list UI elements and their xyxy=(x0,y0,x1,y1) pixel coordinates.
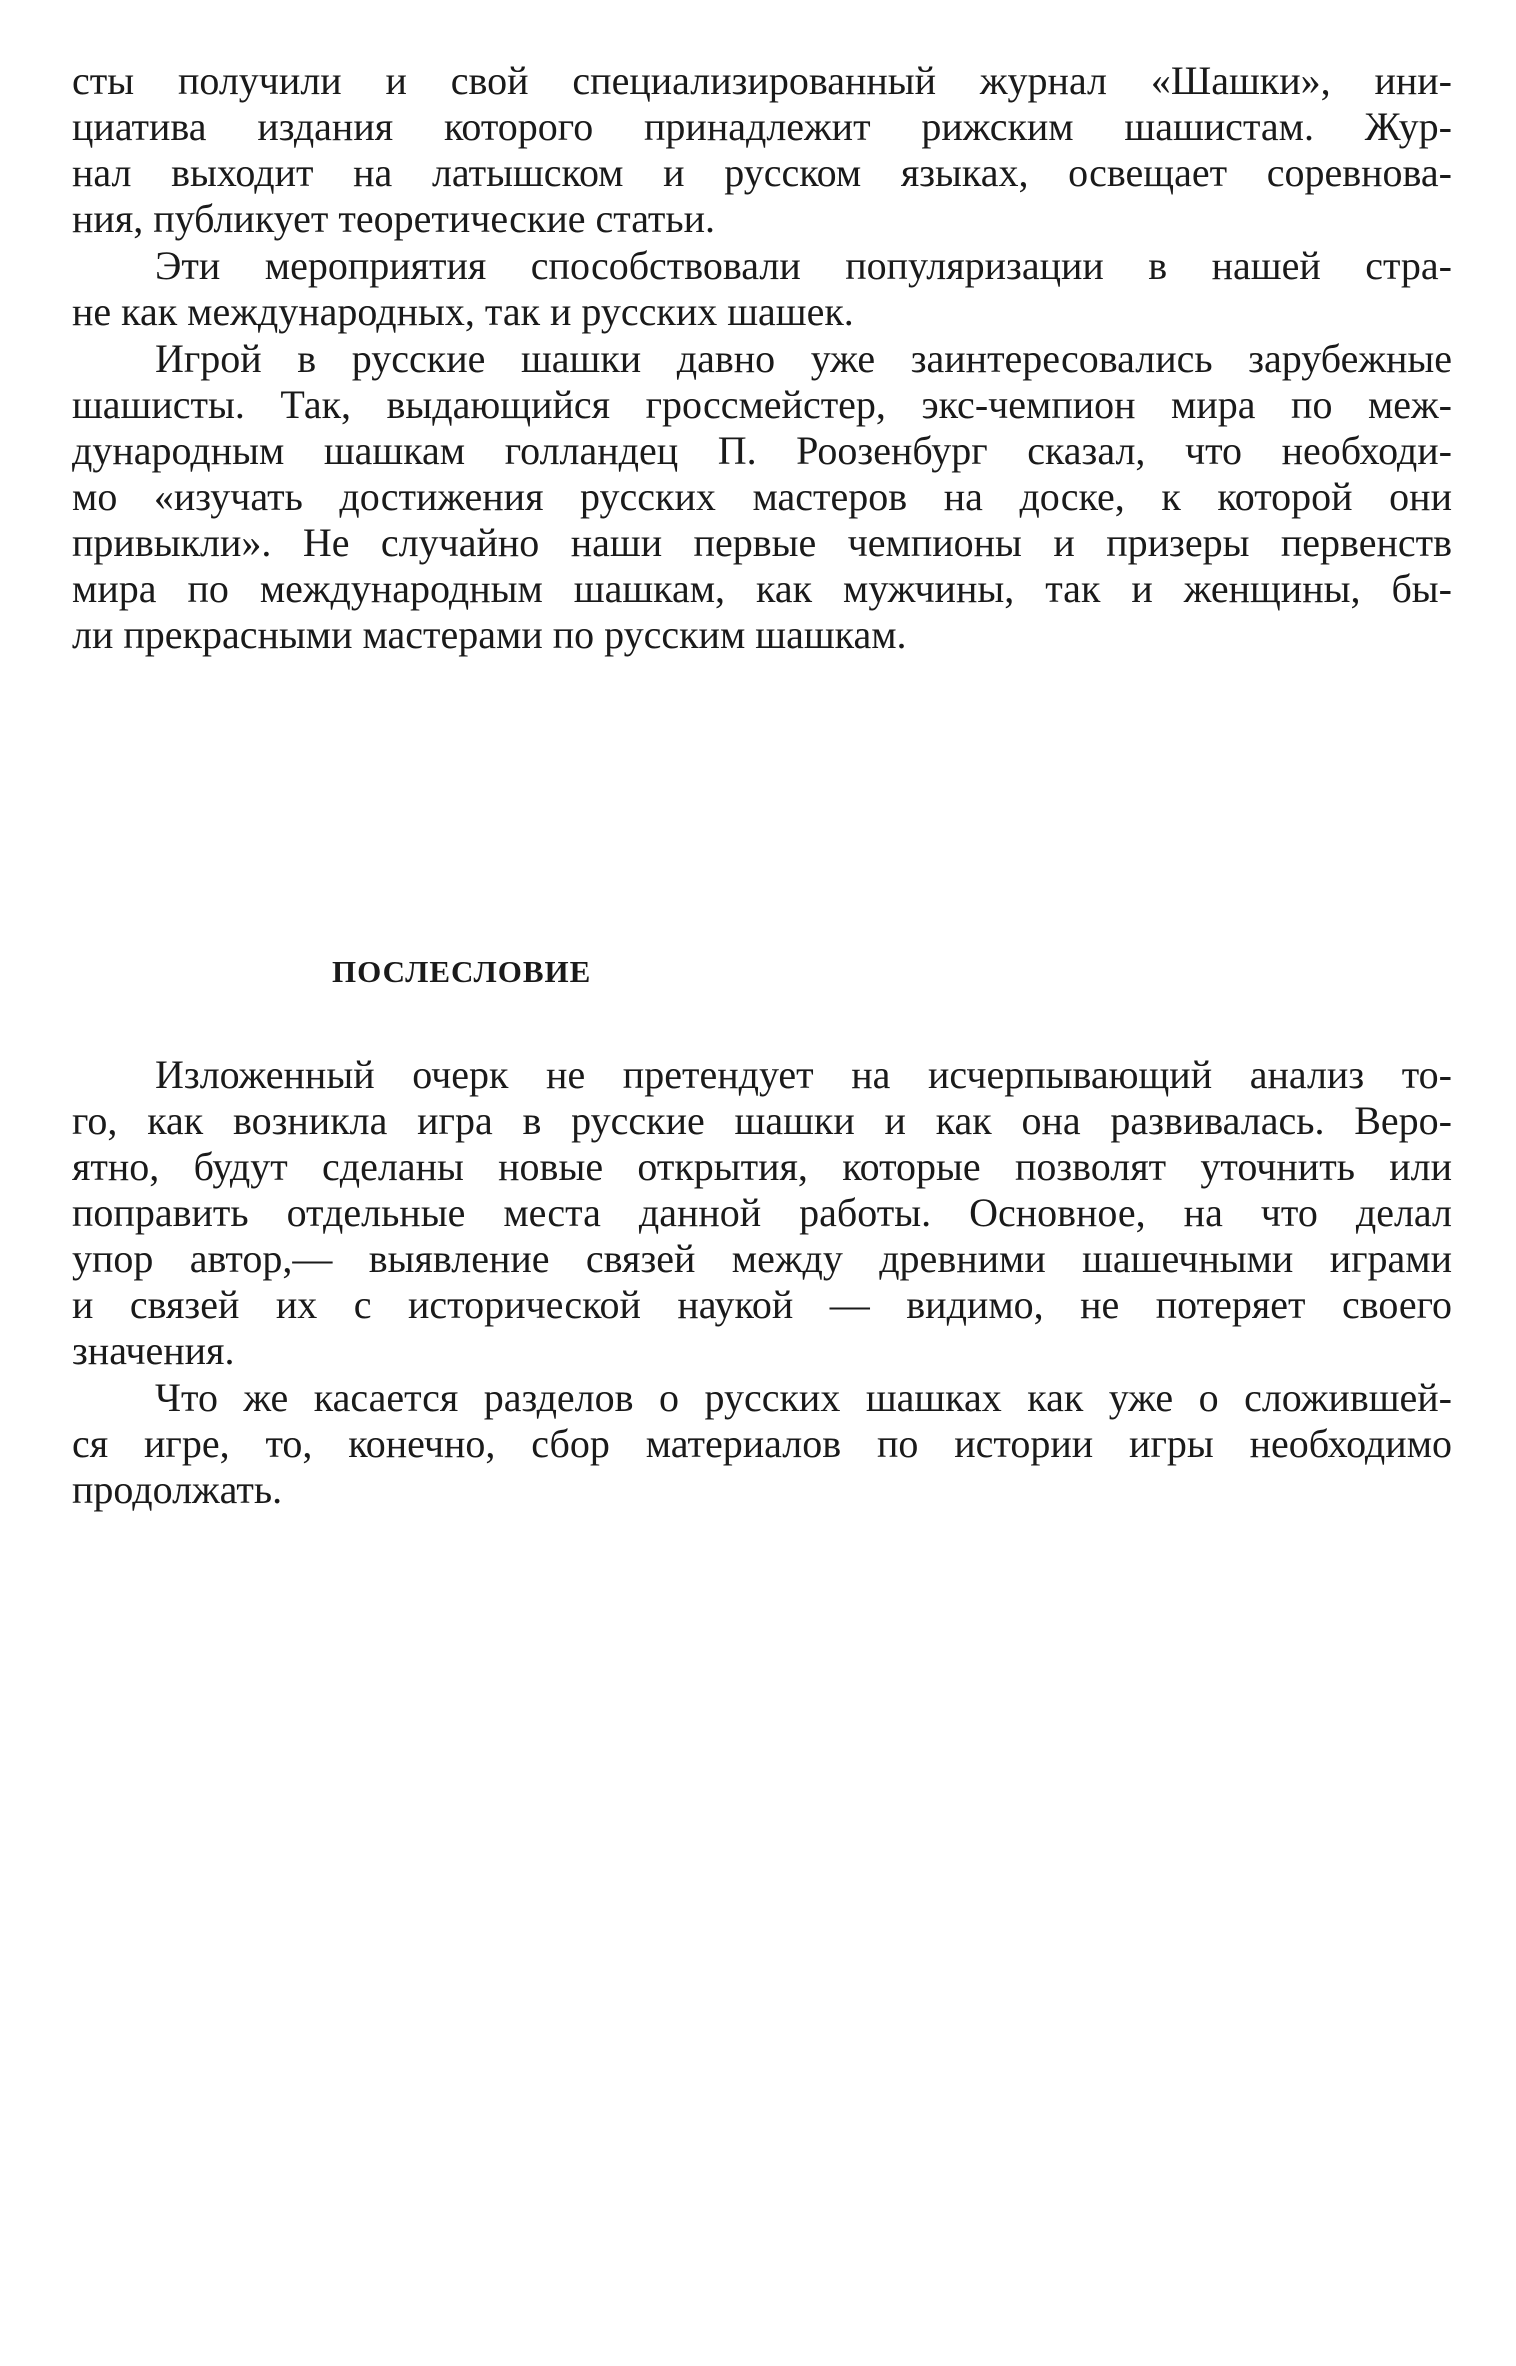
text-line: Эти мероприятия способствовали популяризации в нашей стра- xyxy=(155,243,1452,288)
text-line: ния, публикует теоретические статьи. xyxy=(72,196,716,241)
text-line: Что же касается разделов о русских шашках как уже о сложившей- xyxy=(155,1375,1452,1420)
text-line: Изложенный очерк не претендует на исчерпывающий анализ то- xyxy=(155,1052,1452,1097)
text-line: дународным шашкам голландец П. Роозенбург сказал, что необходи- xyxy=(72,428,1452,473)
text-line: мира по международным шашкам, как мужчины, так и женщины, бы- xyxy=(72,566,1452,611)
text-line: шашисты. Так, выдающийся гроссмейстер, экс-чемпион мира по меж- xyxy=(72,382,1452,427)
text-line: поправить отдельные места данной работы. Основное, на что делал xyxy=(72,1190,1452,1235)
text-line: не как международных, так и русских шашек. xyxy=(72,289,854,334)
text-line: ли прекрасными мастерами по русским шашкам. xyxy=(72,612,907,657)
text-line: нал выходит на латышском и русском языках, освещает соревнова- xyxy=(72,150,1452,195)
text-line: значения. xyxy=(72,1328,235,1373)
text-line: го, как возникла игра в русские шашки и как она развивалась. Веро- xyxy=(72,1098,1452,1143)
text-line: ся игре, то, конечно, сбор материалов по истории игры необходимо xyxy=(72,1421,1452,1466)
text-line: сты получили и свой специализированный журнал «Шашки», ини- xyxy=(72,58,1452,103)
section-heading: ПОСЛЕСЛОВИЕ xyxy=(332,954,592,989)
text-line: ятно, будут сделаны новые открытия, которые позволят уточнить или xyxy=(72,1144,1452,1189)
text-line: Игрой в русские шашки давно уже заинтересовались зарубежные xyxy=(155,336,1452,381)
text-line: упор автор,— выявление связей между древними шашечными играми xyxy=(72,1236,1452,1281)
text-line: продолжать. xyxy=(72,1467,283,1512)
text-line: циатива издания которого принадлежит рижским шашистам. Жур- xyxy=(72,104,1452,149)
text-line: и связей их с исторической наукой — видимо, не потеряет своего xyxy=(72,1282,1452,1327)
text-line: мо «изучать достижения русских мастеров на доске, к которой они xyxy=(72,474,1452,519)
text-line: привыкли». Не случайно наши первые чемпионы и призеры первенств xyxy=(72,520,1452,565)
